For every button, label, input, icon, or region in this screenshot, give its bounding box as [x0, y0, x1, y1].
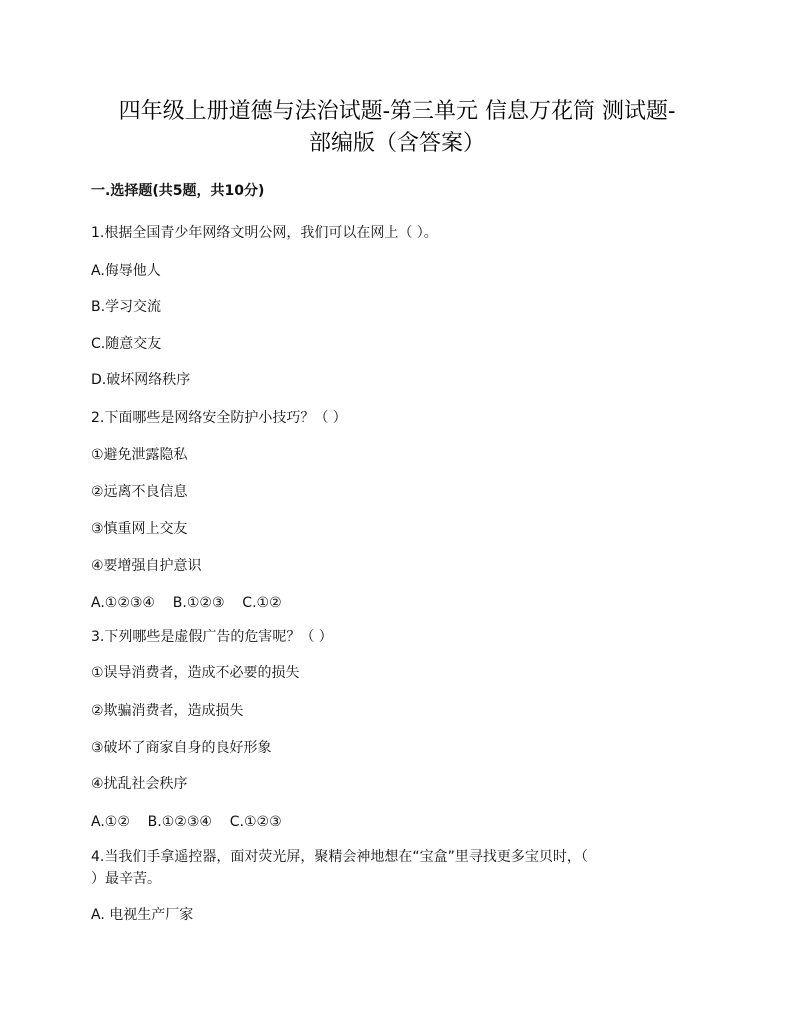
question-1-option-d: D.破坏网络秩序 — [91, 372, 191, 388]
question-3-item-4: ④扰乱社会秩序 — [91, 776, 188, 792]
document-title-line-2: 部编版（含答案） — [308, 131, 485, 156]
question-3-stem: 3.下列哪些是虚假广告的危害呢？（ ） — [91, 629, 333, 645]
question-2-item-2: ②远离不良信息 — [91, 484, 188, 500]
question-2-item-1: ①避免泄露隐私 — [91, 447, 188, 463]
question-3-item-2: ②欺骗消费者，造成损失 — [91, 703, 244, 719]
question-2-choices: A.①②③④ B.①②③ C.①② — [91, 595, 282, 611]
question-1-option-a: A.侮辱他人 — [91, 263, 161, 279]
question-2-item-3: ③慎重网上交友 — [91, 521, 188, 537]
question-3-choices: A.①② B.①②③④ C.①②③ — [91, 814, 282, 830]
question-4-stem-line-2: ）最辛苦。 — [91, 871, 161, 887]
document-title-line-1: 四年级上册道德与法治试题-第三单元 信息万花筒 测试题- — [118, 99, 676, 124]
section-heading: 一.选择题(共5题，共10分) — [91, 183, 265, 199]
question-1-option-b: B.学习交流 — [91, 299, 162, 315]
question-3-item-1: ①误导消费者，造成不必要的损失 — [91, 665, 300, 681]
question-2-item-4: ④要增强自护意识 — [91, 558, 202, 574]
question-3-item-3: ③破坏了商家自身的良好形象 — [91, 740, 272, 756]
question-4-stem-line-1: 4.当我们手拿遥控器，面对荧光屏，聚精会神地想在“宝盒”里寻找更多宝贝时，（ — [91, 849, 588, 865]
question-2-stem: 2.下面哪些是网络安全防护小技巧？（ ） — [91, 410, 347, 426]
question-1-option-c: C.随意交友 — [91, 336, 162, 352]
question-4-option-a: A. 电视生产厂家 — [91, 907, 194, 923]
question-1-stem: 1.根据全国青少年网络文明公网，我们可以在网上（ ）。 — [91, 225, 438, 241]
